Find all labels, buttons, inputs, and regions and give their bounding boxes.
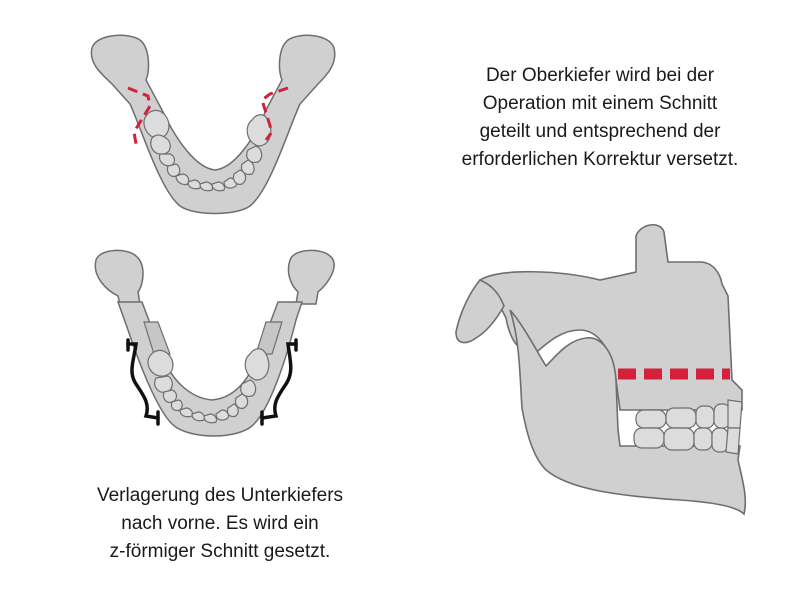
caption-line: nach vorne. Es wird ein bbox=[121, 513, 319, 534]
caption-line: Operation mit einem Schnitt bbox=[482, 93, 718, 114]
molar bbox=[666, 408, 696, 428]
mandible-outline bbox=[288, 250, 334, 304]
mandible-caption bbox=[40, 482, 400, 566]
incisor bbox=[200, 182, 213, 191]
caption-line: erforderlichen Korrektur versetzt. bbox=[461, 149, 739, 170]
caption-line: Verlagerung des Unterkiefers bbox=[96, 485, 344, 506]
molar bbox=[636, 410, 666, 428]
caption-line: geteilt und entsprechend der bbox=[479, 121, 721, 142]
canine bbox=[167, 164, 179, 176]
canine bbox=[171, 400, 182, 411]
molar bbox=[664, 428, 694, 450]
incisor bbox=[188, 180, 201, 189]
skull-side-view bbox=[456, 225, 745, 514]
canine bbox=[712, 428, 728, 452]
incisor bbox=[728, 400, 742, 428]
premolar bbox=[155, 376, 173, 392]
molar bbox=[634, 428, 664, 448]
incisor bbox=[180, 408, 193, 417]
caption-line: z-förmiger Schnitt gesetzt. bbox=[109, 541, 331, 562]
maxilla-caption bbox=[418, 62, 782, 174]
mandible-outline bbox=[95, 250, 143, 304]
premolar bbox=[694, 428, 712, 450]
incisor bbox=[726, 428, 740, 454]
molar bbox=[245, 349, 269, 380]
caption-line: Der Oberkiefer wird bei der bbox=[485, 65, 715, 86]
incisor bbox=[192, 412, 205, 421]
mandible-top-view-after bbox=[95, 250, 334, 436]
premolar bbox=[696, 406, 714, 428]
mandible-top-view-before bbox=[91, 35, 334, 213]
incisor bbox=[212, 182, 225, 191]
incisor bbox=[204, 414, 217, 423]
